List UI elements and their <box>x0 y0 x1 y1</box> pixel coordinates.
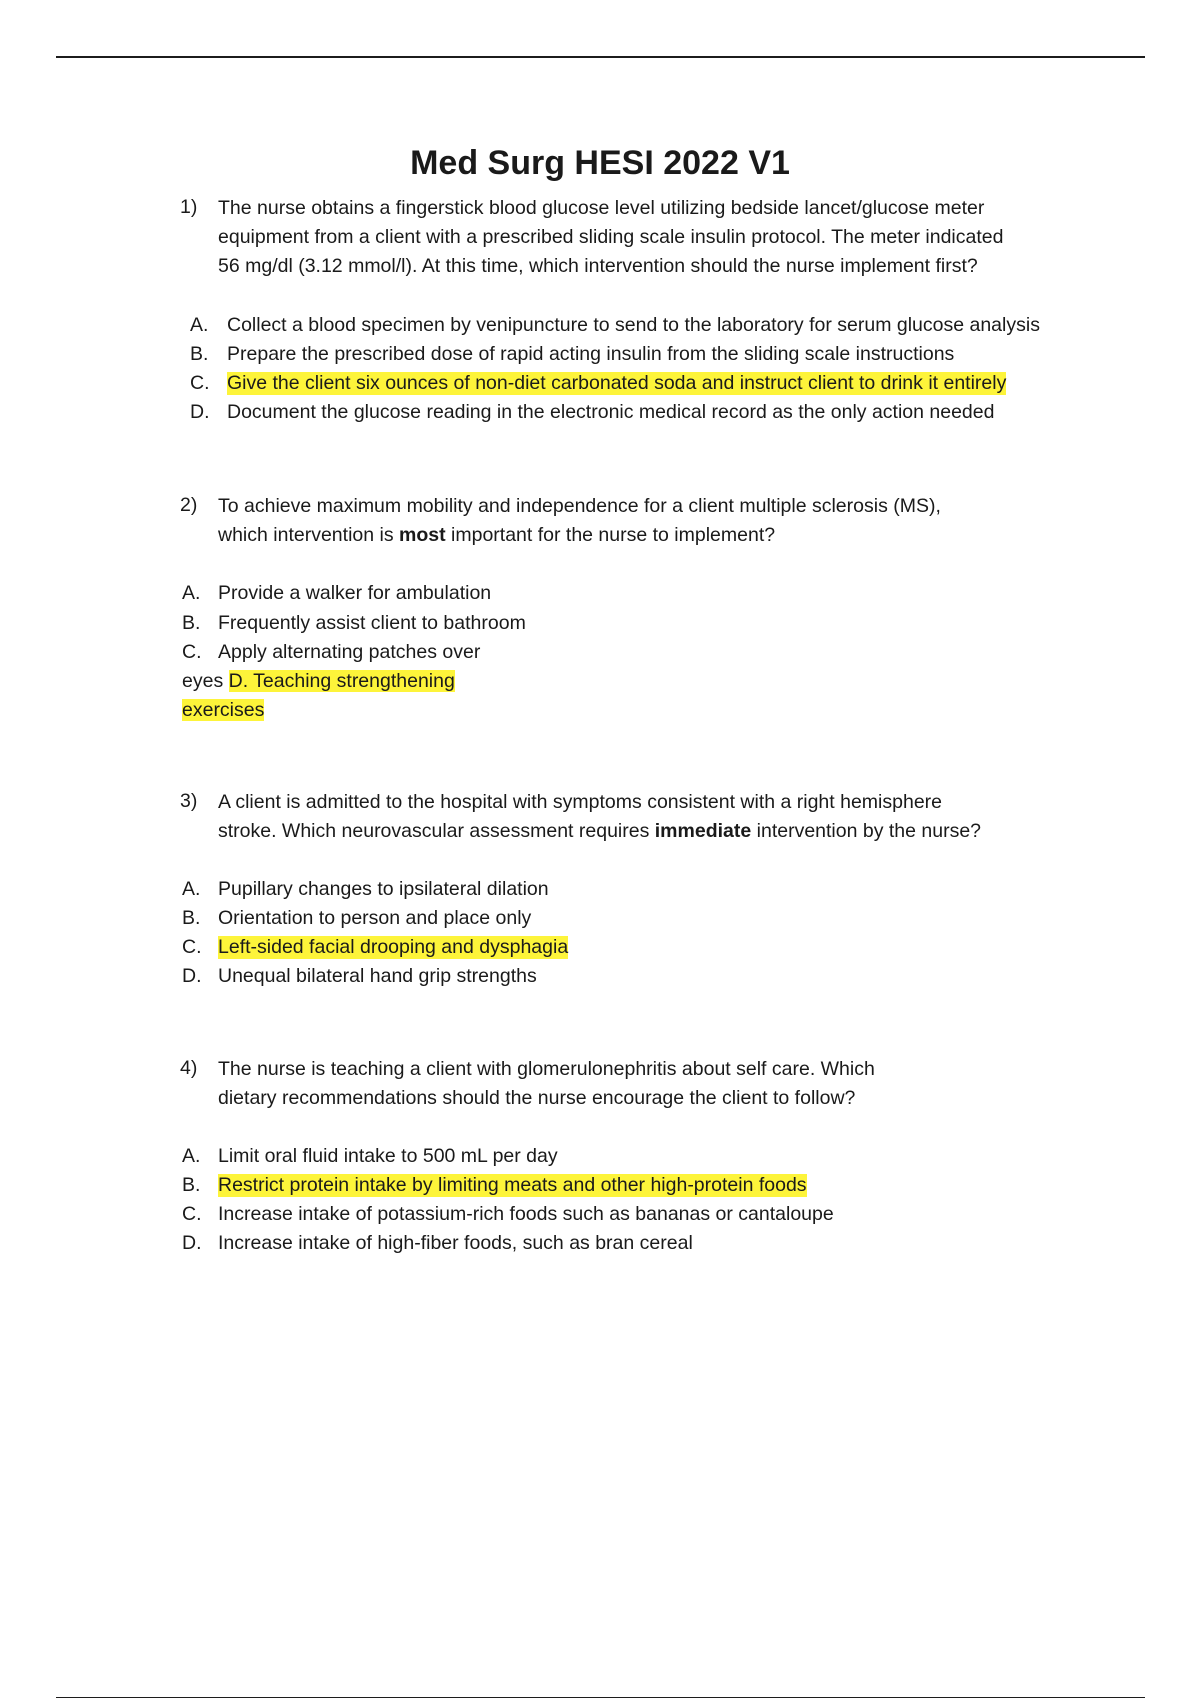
option-text: Increase intake of potassium-rich foods such as bananas or cantaloupe <box>218 1203 834 1225</box>
option-text: Frequently assist client to bathroom <box>218 612 526 634</box>
option-text: Collect a blood specimen by venipuncture to send to the laboratory for serum glucose analysis <box>227 314 1040 336</box>
option-letter: D. <box>182 1232 202 1254</box>
question-line: To achieve maximum mobility and independence for a client multiple sclerosis (MS), <box>218 495 941 517</box>
question-text <box>218 1055 1118 1113</box>
option-letter: B. <box>190 343 209 365</box>
option-text: Increase intake of high-fiber foods, such as bran cereal <box>218 1232 693 1254</box>
question-number: 2) <box>180 494 198 516</box>
option-letter: C. <box>182 641 202 663</box>
option-text: Apply alternating patches over <box>218 641 481 663</box>
option-text-highlighted: D. Teaching strengthening <box>228 670 455 692</box>
page-title: Med Surg HESI 2022 V1 <box>410 144 790 182</box>
question-line <box>218 817 1118 846</box>
option-letter: A. <box>190 314 209 336</box>
emphasis-word: most <box>399 524 446 546</box>
question-line: A client is admitted to the hospital with symptoms consistent with a right hemisphere <box>218 791 943 813</box>
question-line: The nurse obtains a fingerstick blood glucose level utilizing bedside lancet/glucose meter <box>218 197 985 219</box>
option-text-highlighted: Give the client six ounces of non-diet carbonated soda and instruct client to drink it entirely <box>227 372 1007 394</box>
question-line: 56 mg/dl (3.12 mmol/l). At this time, which intervention should the nurse implement first? <box>218 255 978 277</box>
option-wrapped-line <box>182 699 264 722</box>
option-letter: A. <box>182 878 201 900</box>
option-letter: B. <box>182 907 201 929</box>
option-letter: D. <box>190 401 210 423</box>
option-text: Orientation to person and place only <box>218 907 532 929</box>
question-text <box>218 492 1118 550</box>
question-line-part: stroke. Which neurovascular assessment requires <box>218 820 655 842</box>
option-wrap-text: eyes <box>182 670 229 692</box>
option-text: Limit oral fluid intake to 500 mL per day <box>218 1145 558 1167</box>
option-letter: A. <box>182 582 201 604</box>
option-letter: C. <box>182 1203 202 1225</box>
option-letter: D. <box>182 965 202 987</box>
option-text-highlighted: Left-sided facial drooping and dysphagia <box>218 936 569 958</box>
emphasis-word: immediate <box>654 820 752 842</box>
option-text: Document the glucose reading in the electronic medical record as the only action needed <box>227 401 995 423</box>
option-letter: C. <box>190 372 210 394</box>
option-text: Pupillary changes to ipsilateral dilation <box>218 878 549 900</box>
question-number: 1) <box>180 196 198 218</box>
option-wrapped-line <box>182 670 455 693</box>
question-line-part: which intervention is <box>218 524 400 546</box>
top-rule <box>56 56 1145 58</box>
option-letter: C. <box>182 936 202 958</box>
question-line: equipment from a client with a prescribed sliding scale insulin protocol. The meter indicated <box>218 226 1004 248</box>
question-line: The nurse is teaching a client with glomerulonephritis about self care. Which <box>218 1058 875 1080</box>
bottom-rule <box>56 1697 1145 1698</box>
question-text <box>218 788 1118 846</box>
option-text-highlighted: Restrict protein intake by limiting meats and other high-protein foods <box>218 1174 807 1196</box>
question-line: dietary recommendations should the nurse encourage the client to follow? <box>218 1087 856 1109</box>
option-letter: B. <box>182 1174 201 1196</box>
option-text: Unequal bilateral hand grip strengths <box>218 965 537 987</box>
question-line-part: intervention by the nurse? <box>751 820 982 842</box>
option-text: Provide a walker for ambulation <box>218 582 492 604</box>
question-number: 3) <box>180 790 198 812</box>
option-text: Prepare the prescribed dose of rapid acting insulin from the sliding scale instructions <box>227 343 955 365</box>
option-letter: A. <box>182 1145 201 1167</box>
question-line-part: important for the nurse to implement? <box>445 524 776 546</box>
question-text <box>218 194 1118 281</box>
option-text-highlighted: exercises <box>182 699 265 721</box>
question-line <box>218 521 1118 550</box>
question-number: 4) <box>180 1057 198 1079</box>
option-letter: B. <box>182 612 201 634</box>
